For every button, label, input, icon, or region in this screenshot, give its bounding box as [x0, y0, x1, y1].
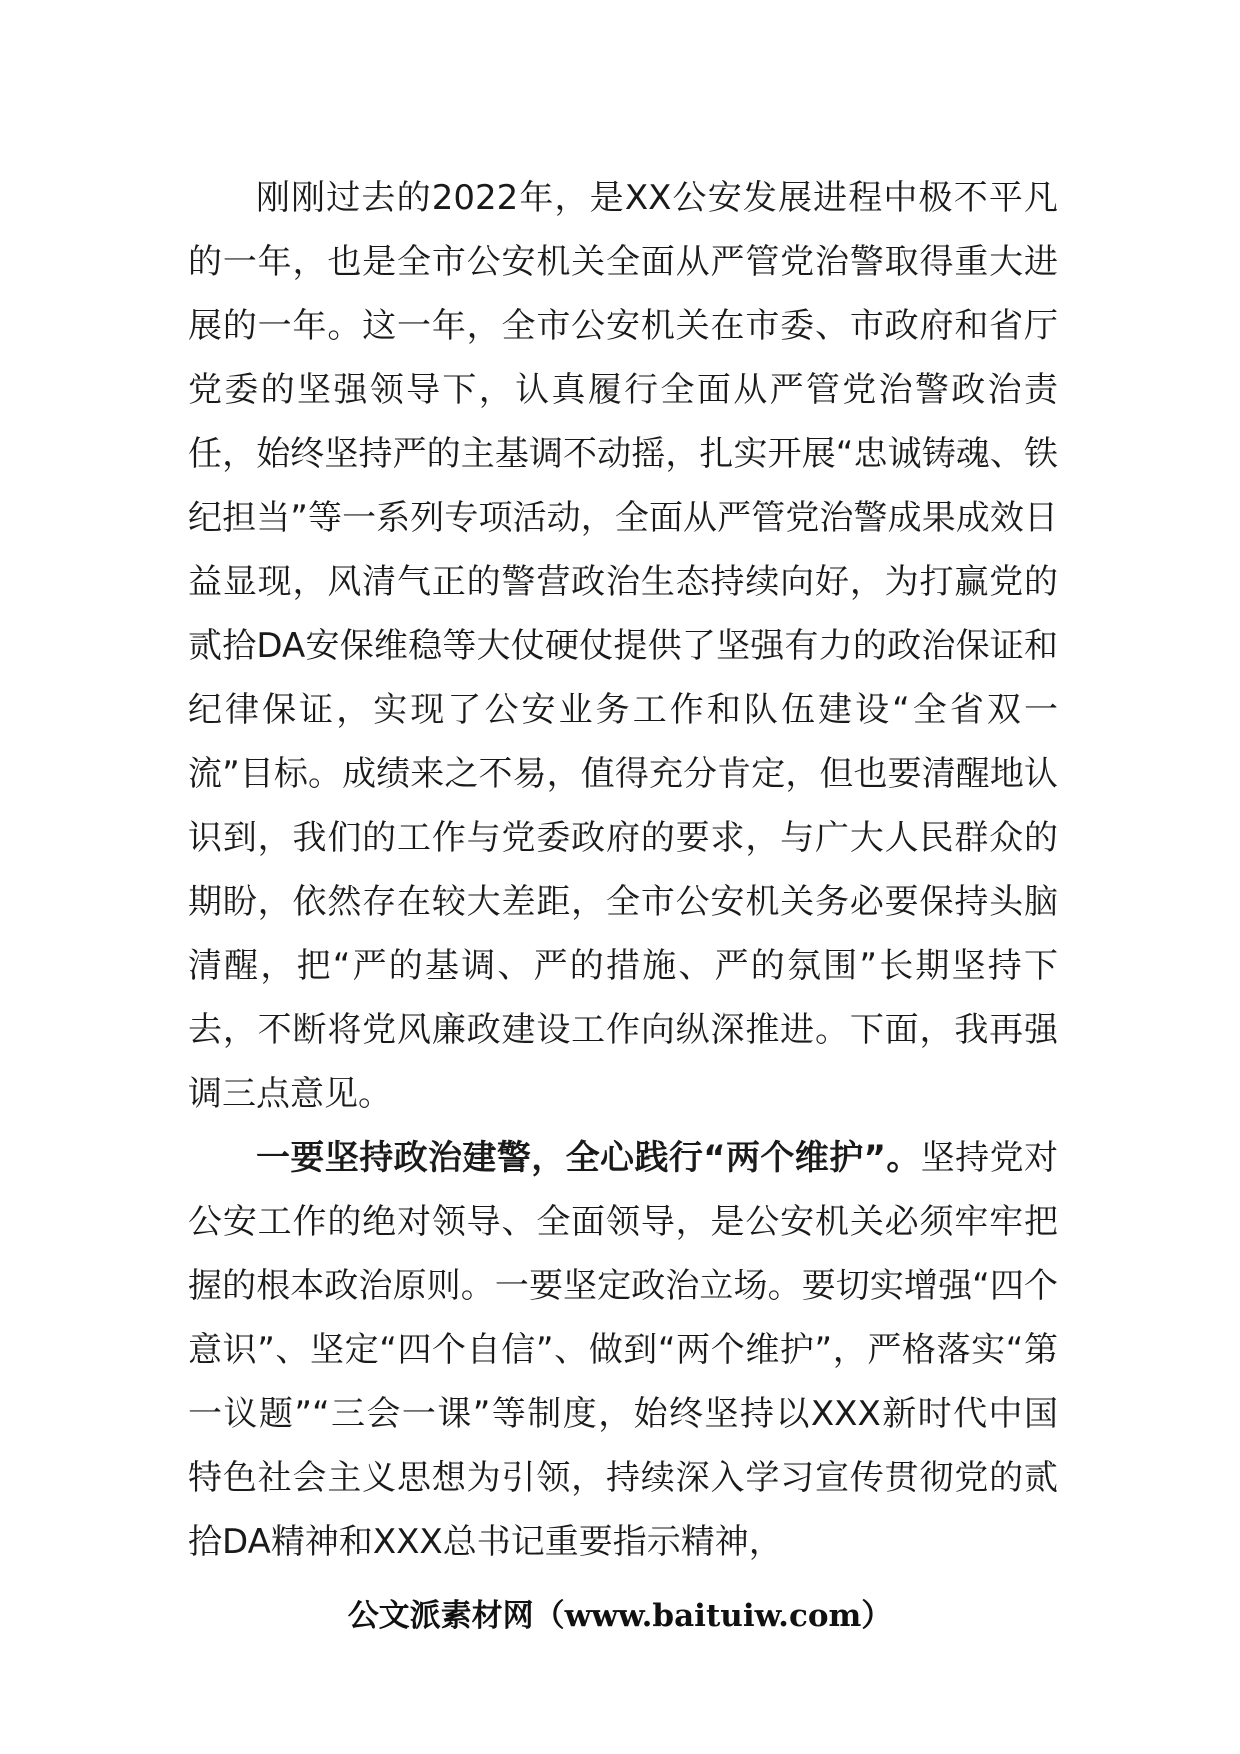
paragraph-point-one — [188, 1126, 1058, 1574]
paragraph-text: 刚刚过去的2022年，是XX公安发展进程中极不平凡的一年，也是全市公安机关全面从严管党治警取得重大进展的一年。这一年，全市公安机关在市委、市政府和省厅党委的坚强领导下，认真履行全面从严管党治警政治责任，始终坚持严的主基调不动摇，扎实开展“忠诚铸魂、铁纪担当”等一系列专项活动，全面从严管党治警成果成效日益显现，风清气正的警营政治生态持续向好，为打赢党的贰拾DA安保维稳等大仗硬仗提供了坚强有力的政治保证和纪律保证，实现了公安业务工作和队伍建设“全省双一流”目标。成绩来之不易，值得充分肯定，但也要清醒地认识到，我们的工作与党委政府的要求，与广大人民群众的期盼，依然存在较大差距，全市公安机关务必要保持头脑清醒，把“严的基调、严的措施、严的氛围”长期坚持下去，不断将党风廉政建设工作向纵深推进。下面，我再强调三点意见。 — [188, 178, 1058, 1114]
paragraph-lead: 一要坚持政治建警，全心践行“两个维护”。 — [256, 1138, 921, 1178]
paragraph-intro — [188, 166, 1058, 1126]
paragraph-text: 坚持党对公安工作的绝对领导、全面领导，是公安机关必须牢牢把握的根本政治原则。一要坚定政治立场。要切实增强“四个意识”、坚定“四个自信”、做到“两个维护”，严格落实“第一议题”“三会一课”等制度，始终坚持以XXX新时代中国特色社会主义思想为引领，持续深入学习宣传贯彻党的贰拾DA精神和XXX总书记重要指示精神， — [188, 1138, 1058, 1562]
footer-watermark: 公文派素材网（www.baituiw.com） — [347, 1598, 893, 1634]
document-body — [188, 166, 1058, 1574]
